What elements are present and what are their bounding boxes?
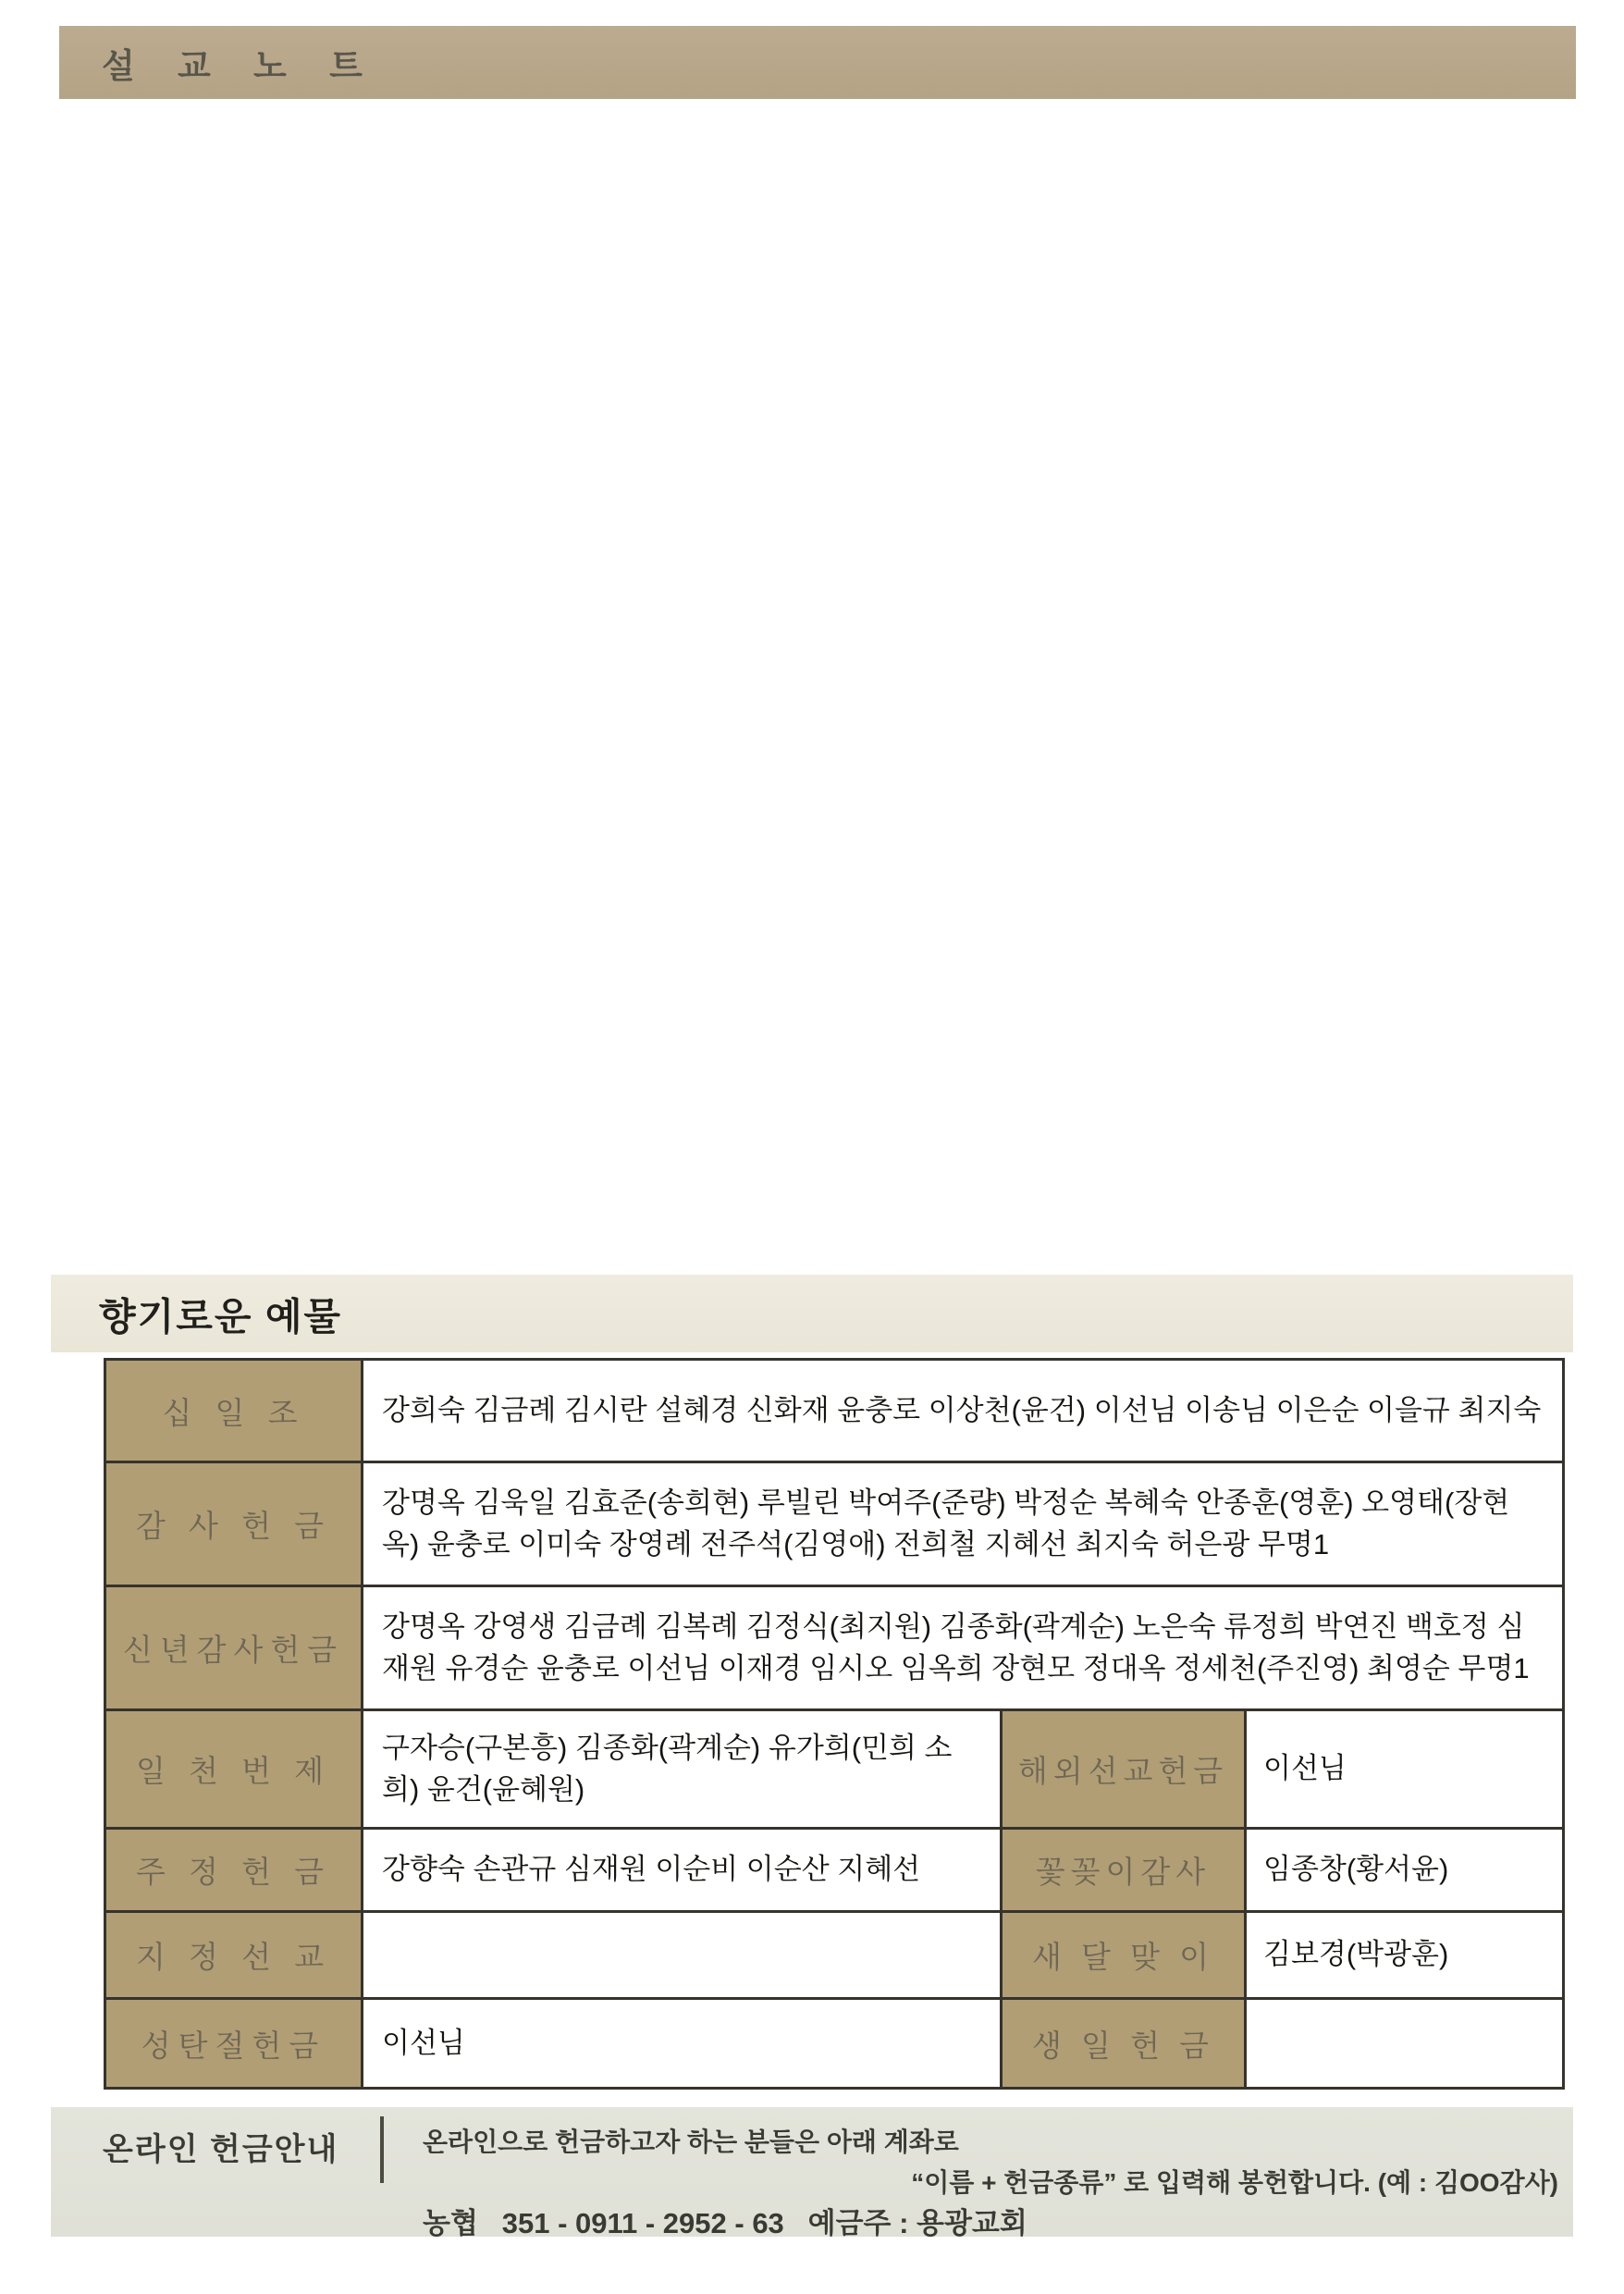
row-label-newyear-thanksgiving: 신년감사헌금 <box>106 1587 363 1708</box>
row-label-christmas-offering: 성탄절헌금 <box>106 2000 363 2087</box>
row-names-new-month: 김보경(박광훈) <box>1263 1938 1449 1971</box>
row-label-new-month: 새 달 맞 이 <box>1000 1913 1247 1997</box>
online-giving-instruction-line2: “이름 + 헌금종류” 로 입력해 봉헌합니다. (예 : 김OO감사) <box>911 2168 1558 2197</box>
row-label-overseas-mission: 해외선교헌금 <box>1000 1711 1247 1827</box>
online-giving-band <box>51 2107 1573 2237</box>
row-names-thousand-offerings: 구자승(구본흥) 김종화(곽계순) 유가희(민희 소희) 윤건(윤혜원) <box>382 1731 953 1806</box>
table-row-designated-mission <box>106 1913 1562 2000</box>
row-names-birthday-offering <box>1247 2000 1562 2087</box>
online-giving-instruction-line1: 온라인으로 헌금하고자 하는 분들은 아래 계좌로 <box>423 2128 959 2156</box>
table-row-tithe <box>106 1361 1562 1463</box>
row-label-birthday-offering: 생 일 헌 금 <box>1000 2000 1247 2087</box>
table-row-thanksgiving <box>106 1463 1562 1587</box>
row-label-designated-mission: 지 정 선 교 <box>106 1913 363 1997</box>
row-names-tithe: 강희숙 김금례 김시란 설혜경 신화재 윤충로 이상천(윤건) 이선님 이송님 이은순 이을규 최지숙 <box>382 1393 1542 1426</box>
row-label-thanksgiving: 감 사 헌 금 <box>106 1463 363 1585</box>
table-row-christmas-offering <box>106 2000 1562 2087</box>
offerings-section-title: 향기로운 예물 <box>99 1295 343 1338</box>
row-names-flower-thanks: 임종창(황서윤) <box>1263 1853 1449 1886</box>
table-row-weekly-offering <box>106 1830 1562 1913</box>
online-giving-title: 온라인 헌금안내 <box>103 2132 339 2167</box>
vertical-divider <box>380 2116 384 2183</box>
sermon-note-bar <box>59 26 1576 99</box>
row-names-thanksgiving: 강명옥 김욱일 김효준(송희현) 루빌린 박여주(준량) 박정순 복혜숙 안종훈(영훈) 오영태(장현옥) 윤충로 이미숙 장영례 전주석(김영애) 전희철 지혜선 최지숙 허은광 무명1 <box>382 1486 1510 1560</box>
row-names-christmas-offering: 이선님 <box>382 2026 465 2059</box>
row-label-flower-thanks: 꽃꽂이감사 <box>1000 1830 1247 1910</box>
offerings-section-band <box>51 1275 1573 1352</box>
sermon-notes-blank-area <box>0 102 1624 1267</box>
table-row-thousand-offerings <box>106 1711 1562 1830</box>
row-label-tithe: 십 일 조 <box>106 1361 363 1461</box>
offering-table <box>104 1358 1565 2090</box>
table-row-newyear-thanksgiving <box>106 1587 1562 1711</box>
online-giving-account-info: 농협 351 - 0911 - 2952 - 63 예금주 : 용광교회 <box>423 2207 1027 2239</box>
row-names-weekly-offering: 강향숙 손관규 심재원 이순비 이순산 지혜선 <box>382 1853 921 1886</box>
row-names-newyear-thanksgiving: 강명옥 강영생 김금례 김복례 김정식(최지원) 김종화(곽계순) 노은숙 류정희 박연진 백호정 심재원 유경순 윤충로 이선님 이재경 임시오 임옥희 장현모 정대옥 정세천(주진영) 최영순 무명1 <box>382 1610 1530 1684</box>
row-label-weekly-offering: 주 정 헌 금 <box>106 1830 363 1910</box>
row-names-designated-mission <box>363 1913 1000 1997</box>
sermon-note-title: 설 교 노 트 <box>102 46 379 85</box>
row-names-overseas-mission: 이선님 <box>1263 1752 1347 1785</box>
row-label-thousand-offerings: 일 천 번 제 <box>106 1711 363 1827</box>
